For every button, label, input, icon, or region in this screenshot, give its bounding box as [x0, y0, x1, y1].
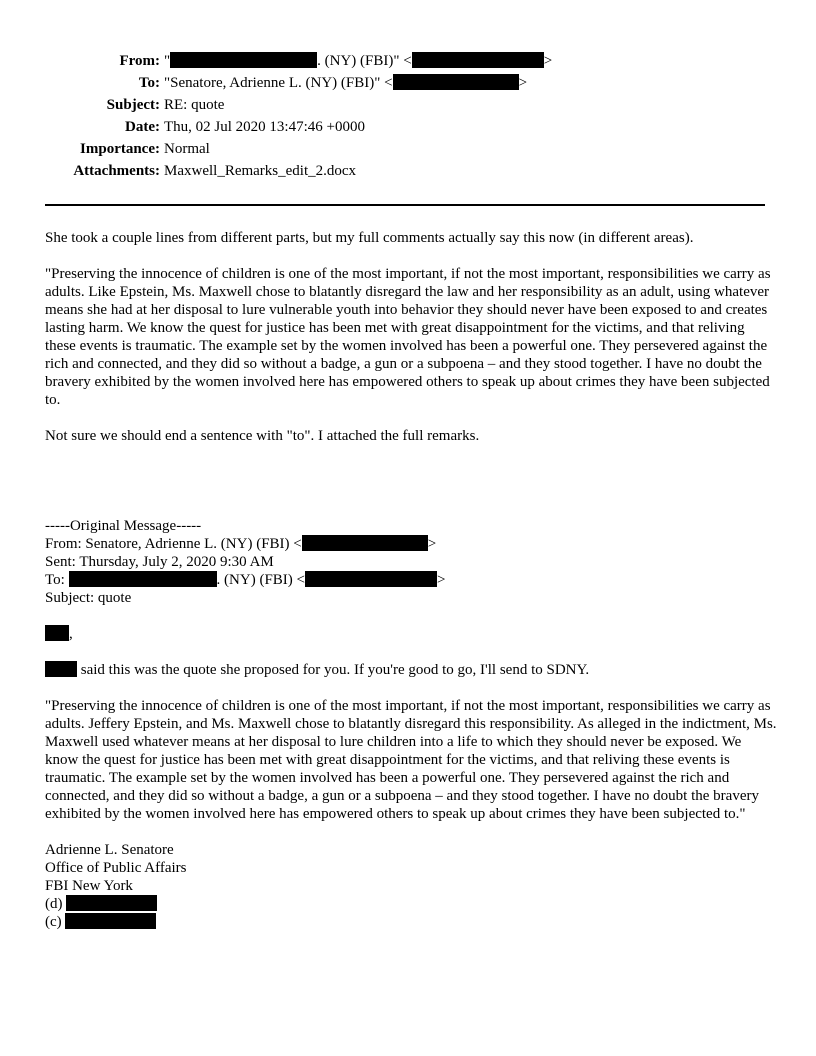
- to-value: [164, 74, 527, 92]
- original-to-suffix: >: [437, 572, 446, 588]
- importance-row: [45, 140, 552, 162]
- header-divider: [45, 204, 765, 206]
- original-from-suffix: >: [427, 536, 437, 552]
- signature-office: Office of Public Affairs: [45, 860, 187, 876]
- redaction: [66, 895, 157, 911]
- redaction: [45, 661, 77, 677]
- redaction: [170, 52, 317, 68]
- redaction: [393, 74, 519, 90]
- from-mid: . (NY) (FBI)" <: [317, 53, 412, 69]
- original-line1: [45, 661, 777, 679]
- original-separator: -----Original Message-----: [45, 518, 202, 534]
- to-label: To:: [138, 75, 160, 91]
- redaction: [65, 913, 156, 929]
- reply-closing: Not sure we should end a sentence with "to". I attached the full remarks.: [45, 428, 480, 444]
- to-text: "Senatore, Adrienne L. (NY) (FBI)" <: [164, 75, 393, 91]
- original-to-mid: . (NY) (FBI) <: [216, 572, 305, 588]
- signature-name: Adrienne L. Senatore: [45, 842, 174, 858]
- original-to-label: To:: [45, 572, 69, 588]
- to-row: [45, 74, 552, 96]
- reply-intro: She took a couple lines from different parts, but my full comments actually say this now (in different areas).: [45, 230, 694, 246]
- redaction: [45, 625, 69, 641]
- from-quote: ": [164, 53, 171, 69]
- original-from-text: From: Senatore, Adrienne L. (NY) (FBI) <: [45, 536, 302, 552]
- redaction: [305, 571, 437, 587]
- greeting: [45, 625, 777, 643]
- subject-row: [45, 96, 552, 118]
- attachments-label: Attachments:: [73, 163, 160, 179]
- signature-cell: [45, 913, 777, 931]
- from-value: [164, 52, 552, 70]
- from-label: From:: [119, 53, 160, 69]
- signature-location: FBI New York: [45, 878, 133, 894]
- original-sent: Sent: Thursday, July 2, 2020 9:30 AM: [45, 554, 274, 570]
- redaction: [302, 535, 428, 551]
- original-subject: Subject: quote: [45, 590, 132, 606]
- original-line1-text: said this was the quote she proposed for you. If you're good to go, I'll send to SDNY.: [77, 662, 590, 678]
- email-body: [45, 229, 777, 931]
- signature-c-label: (c): [45, 914, 66, 930]
- signature-d-label: (d): [45, 896, 67, 912]
- from-suffix: >: [543, 53, 553, 69]
- attachments-row: [45, 162, 552, 184]
- original-from: [45, 535, 777, 553]
- date-row: [45, 118, 552, 140]
- importance-value: Normal: [164, 141, 210, 157]
- subject-label: Subject:: [106, 97, 160, 113]
- to-suffix: >: [518, 75, 528, 91]
- reply-quote: "Preserving the innocence of children is one of the most important, if not the most important, responsibilities we carry as adults. Like Epstein, Ms. Maxwell chose to blatantly disregard the law and her responsibility as an adult, using whatever means she had at her disposal to lure vulnerable youth into behavior they should never have been exposed to and creates lasting harm. We know the quest for justice has been met with great disappointment for the victims, and that reliving these events is traumatic. The example set by the women involved has been a powerful one. They persevered against the rich and connected, and they did so without a badge, a gun or a subpoena – and they stood together. I have no doubt the bravery exhibited by the women involved here has empowered others to speak up about crimes they have been subjected to.: [45, 266, 771, 408]
- subject-value: RE: quote: [164, 97, 225, 113]
- greeting-comma: ,: [69, 626, 73, 642]
- redaction: [412, 52, 544, 68]
- date-value: Thu, 02 Jul 2020 13:47:46 +0000: [164, 119, 365, 135]
- date-label: Date:: [125, 119, 160, 135]
- original-quote: "Preserving the innocence of children is one of the most important, if not the most important, responsibilities we carry as adults. Jeffery Epstein, and Ms. Maxwell chose to blatantly disregard this responsibility. As alleged in the indictment, Ms. Maxwell used whatever means at her disposal to lure children into a life to which they should never be exposed. We know the quest for justice has been met with great disappointment for the victims, and that reliving these events is traumatic. The example set by the women involved has been a powerful one. They persevered against the rich and connected, and they did so without a badge, a gun or a subpoena – and they stood together. I have no doubt the bravery exhibited by the women involved here has empowered others to speak up about crimes they have been subjected to.": [45, 698, 777, 822]
- redaction: [69, 571, 217, 587]
- importance-label: Importance:: [80, 141, 160, 157]
- email-header: [45, 52, 552, 184]
- attachment-link[interactable]: Maxwell_Remarks_edit_2.docx: [164, 163, 357, 179]
- original-to: [45, 571, 777, 589]
- signature-direct: [45, 895, 777, 913]
- from-row: [45, 52, 552, 74]
